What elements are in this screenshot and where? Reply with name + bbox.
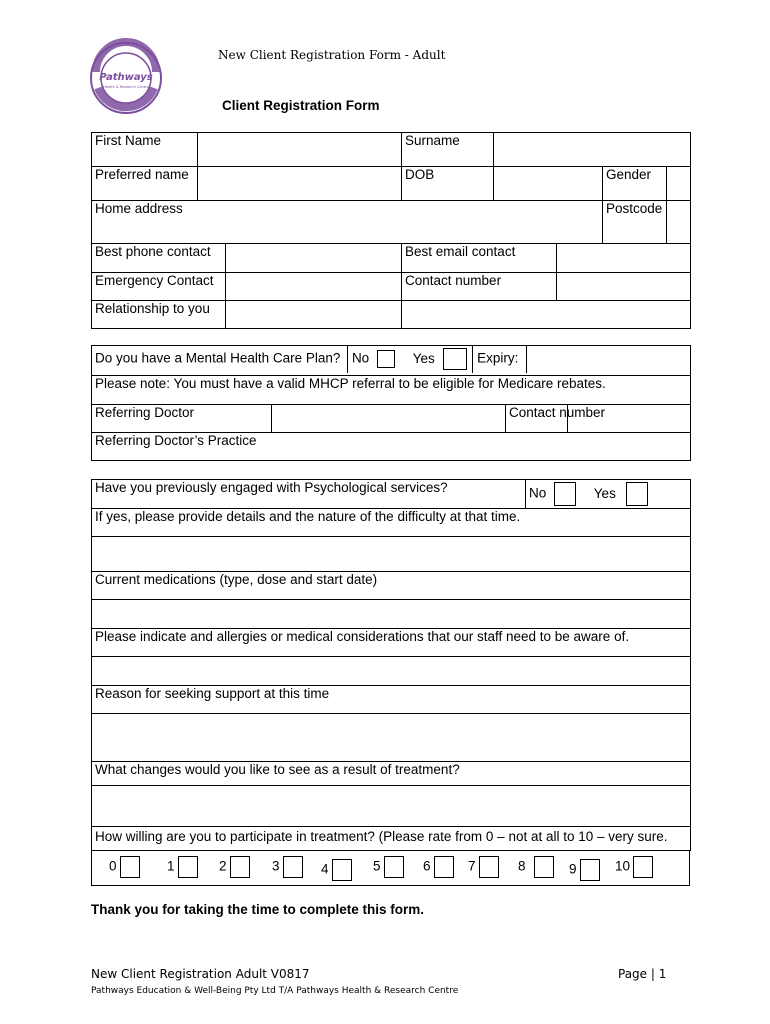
reason-label: Reason for seeking support at this time bbox=[92, 686, 691, 714]
mhcp-expiry-label: Expiry: bbox=[477, 350, 519, 366]
psych-yes-label: Yes bbox=[593, 485, 616, 501]
rating-checkbox-8[interactable] bbox=[534, 856, 554, 878]
home-address-field[interactable] bbox=[92, 201, 603, 244]
medications-field[interactable] bbox=[92, 600, 691, 629]
relationship-field[interactable] bbox=[226, 301, 402, 329]
doctor-practice-label: Referring Doctor’s Practice bbox=[95, 433, 257, 448]
details-prompt: If yes, please provide details and the nature of the difficulty at that time. bbox=[92, 509, 691, 537]
rating-label-6: 6 bbox=[423, 858, 431, 874]
allergies-label: Please indicate and allergies or medical considerations that our staff need to be aware of. bbox=[92, 629, 691, 657]
rating-label-10: 10 bbox=[615, 858, 631, 874]
rating-checkbox-2[interactable] bbox=[230, 856, 250, 878]
pathways-logo bbox=[90, 42, 162, 114]
best-phone-label: Best phone contact bbox=[92, 244, 226, 273]
footer-doc-id: New Client Registration Adult V0817 bbox=[91, 967, 310, 981]
relationship-label: Relationship to you bbox=[92, 301, 226, 329]
rating-label-1: 1 bbox=[167, 858, 175, 874]
doctor-practice-field[interactable] bbox=[92, 433, 691, 461]
doctor-contact-number-label: Contact number bbox=[506, 405, 568, 433]
mhcp-question: Do you have a Mental Health Care Plan? bbox=[95, 350, 341, 366]
surname-label: Surname bbox=[402, 133, 494, 167]
medications-label: Current medications (type, dose and start date) bbox=[92, 572, 691, 600]
emergency-contact-number-label: Contact number bbox=[402, 273, 557, 301]
gender-field[interactable] bbox=[667, 167, 691, 201]
best-email-field[interactable] bbox=[557, 244, 691, 273]
mhcp-table bbox=[91, 345, 691, 461]
willing-label: How willing are you to participate in treatment? (Please rate from 0 – not at all to 10 – very sure. bbox=[92, 827, 691, 851]
thank-you-message: Thank you for taking the time to complete this form. bbox=[91, 902, 425, 917]
psych-question: Have you previously engaged with Psychological services? bbox=[92, 480, 526, 509]
postcode-field[interactable] bbox=[667, 201, 691, 244]
rating-label-8: 8 bbox=[518, 858, 526, 874]
gender-label: Gender bbox=[603, 167, 667, 201]
emergency-contact-label: Emergency Contact bbox=[92, 273, 226, 301]
rating-checkbox-6[interactable] bbox=[434, 856, 454, 878]
rating-checkbox-0[interactable] bbox=[120, 856, 140, 878]
allergies-field[interactable] bbox=[92, 657, 691, 686]
mhcp-no-label: No bbox=[351, 350, 370, 366]
emergency-contact-number-field[interactable] bbox=[557, 273, 691, 301]
dob-label: DOB bbox=[402, 167, 494, 201]
rating-checkbox-4[interactable] bbox=[332, 859, 352, 881]
surname-field[interactable] bbox=[494, 133, 691, 167]
mhcp-note: Please note: You must have a valid MHCP referral to be eligible for Medicare rebates. bbox=[92, 376, 691, 405]
reason-field[interactable] bbox=[92, 714, 691, 762]
first-name-field[interactable] bbox=[198, 133, 402, 167]
mhcp-no-checkbox[interactable] bbox=[377, 350, 395, 368]
form-title: Client Registration Form bbox=[222, 98, 380, 113]
referring-doctor-field[interactable] bbox=[272, 405, 506, 433]
changes-field[interactable] bbox=[92, 786, 691, 827]
psych-no-label: No bbox=[529, 485, 547, 501]
best-phone-field[interactable] bbox=[226, 244, 402, 273]
best-email-label: Best email contact bbox=[402, 244, 557, 273]
emergency-contact-field[interactable] bbox=[226, 273, 402, 301]
relationship-extra-field[interactable] bbox=[402, 301, 691, 329]
rating-checkbox-10[interactable] bbox=[633, 856, 653, 878]
rating-label-2: 2 bbox=[219, 858, 227, 874]
preferred-name-label: Preferred name bbox=[92, 167, 198, 201]
mhcp-yes-label: Yes bbox=[412, 350, 435, 366]
psych-no-checkbox[interactable] bbox=[554, 482, 576, 506]
home-address-label: Home address bbox=[95, 201, 183, 216]
logo-name: Pathways bbox=[99, 72, 153, 83]
changes-label: What changes would you like to see as a result of treatment? bbox=[92, 762, 691, 786]
dob-field[interactable] bbox=[494, 167, 603, 201]
rating-checkbox-1[interactable] bbox=[178, 856, 198, 878]
referring-doctor-label: Referring Doctor bbox=[92, 405, 272, 433]
rating-label-5: 5 bbox=[373, 858, 381, 874]
rating-checkbox-3[interactable] bbox=[283, 856, 303, 878]
preferred-name-field[interactable] bbox=[198, 167, 402, 201]
psych-yes-checkbox[interactable] bbox=[626, 482, 648, 506]
rating-scale bbox=[91, 850, 690, 886]
rating-label-0: 0 bbox=[109, 858, 117, 874]
first-name-label: First Name bbox=[92, 133, 198, 167]
rating-checkbox-7[interactable] bbox=[479, 856, 499, 878]
document-header-title: New Client Registration Form - Adult bbox=[218, 48, 446, 62]
footer-page-number: Page | 1 bbox=[618, 967, 667, 981]
logo-tagline: Health & Research Centre bbox=[103, 85, 149, 89]
footer-company: Pathways Education & Well-Being Pty Ltd T/A Pathways Health & Research Centre bbox=[91, 986, 459, 996]
rating-label-7: 7 bbox=[468, 858, 476, 874]
postcode-label: Postcode bbox=[603, 201, 667, 244]
rating-checkbox-5[interactable] bbox=[384, 856, 404, 878]
rating-label-4: 4 bbox=[321, 861, 329, 877]
rating-checkbox-9[interactable] bbox=[580, 859, 600, 881]
mhcp-yes-checkbox[interactable] bbox=[443, 348, 467, 370]
rating-label-9: 9 bbox=[569, 861, 577, 877]
history-table bbox=[91, 479, 691, 851]
rating-label-3: 3 bbox=[272, 858, 280, 874]
client-details-table bbox=[91, 132, 691, 329]
details-field[interactable] bbox=[92, 537, 691, 572]
